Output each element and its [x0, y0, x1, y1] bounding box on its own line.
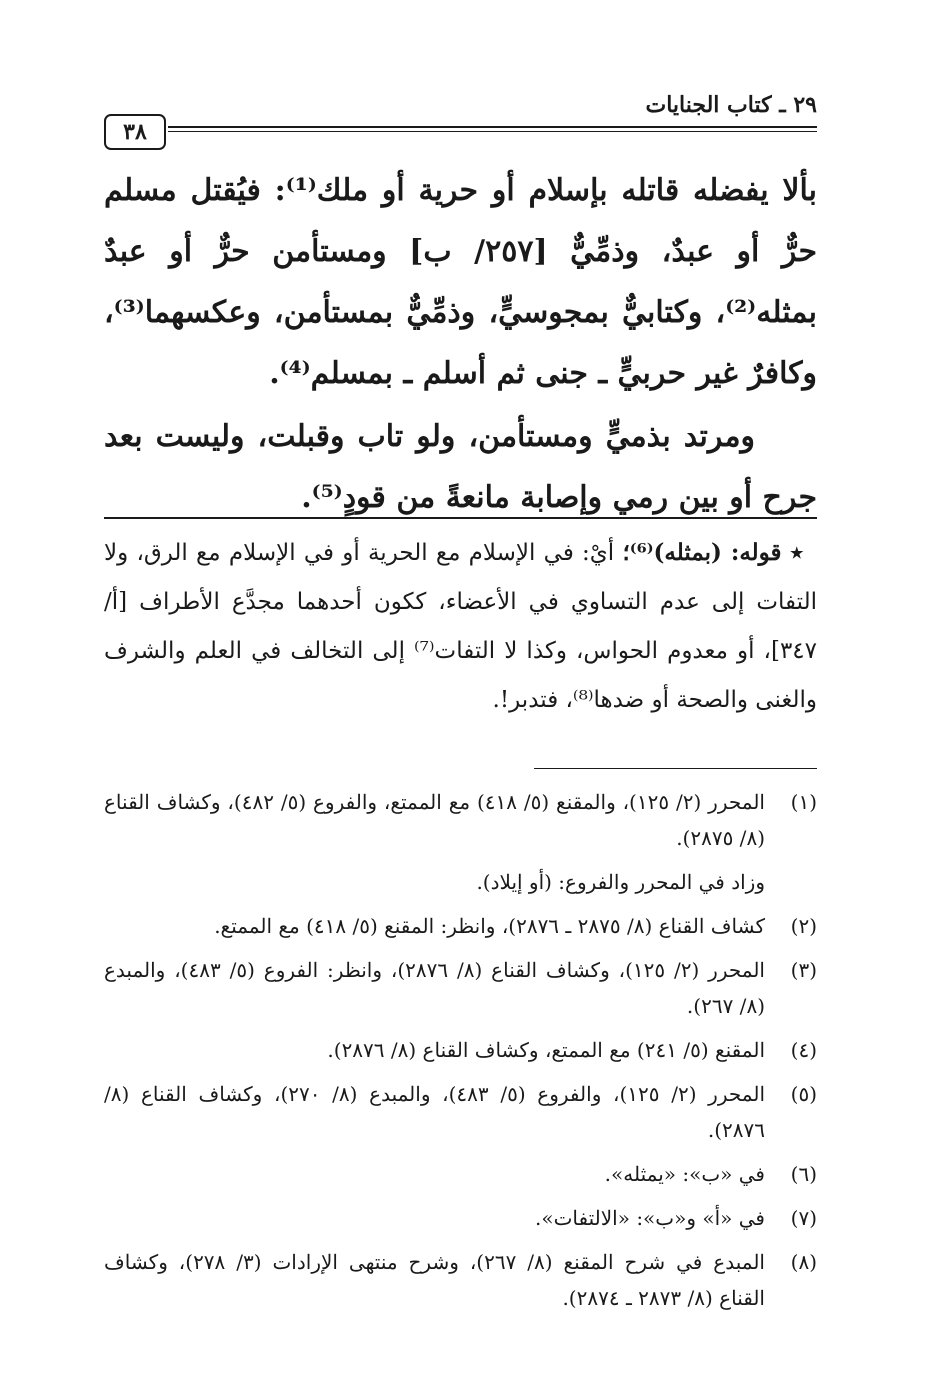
commentary-divider: [104, 517, 817, 519]
footnote-number: (٤): [790, 1038, 817, 1062]
page-header: [104, 92, 817, 152]
main-paragraph: ومرتد بذميٍّ ومستأمن، ولو تاب وقبلت، وليست بعد جرح أو بين رمي وإصابة مانعةً من قودٍ⁽⁵⁾.: [104, 419, 817, 515]
footnote: [104, 908, 817, 944]
footnote-text: المبدع في شرح المقنع (٨/ ٢٦٧)، وشرح منتهى الإرادات (٣/ ٢٧٨)، وكشاف القناع (٨/ ٢٨٧٣ ـ ٢٨٧٤).: [104, 1250, 765, 1310]
commentary-paragraph: [104, 528, 817, 725]
footnote-number: (٢): [790, 914, 817, 938]
footnote-text: في «أ» و«ب»: «الالتفات».: [535, 1206, 765, 1230]
footnote-number: (٦): [790, 1162, 817, 1186]
commentary-marker: ٭ قوله: (بمثله)⁽⁶⁾؛: [622, 539, 804, 566]
footnote: [104, 952, 817, 1024]
footnote-divider: [534, 768, 817, 769]
footnote-number: (٣): [790, 958, 817, 982]
footnote-number: (٨): [790, 1250, 817, 1274]
commentary: [104, 528, 817, 725]
footnotes: [104, 784, 817, 1324]
footnote: [104, 1032, 817, 1068]
footnote: [104, 1156, 817, 1192]
footnote-number: (٧): [790, 1206, 817, 1230]
main-paragraph: بألا يفضله قاتله بإسلام أو حرية أو ملك⁽¹⁾: فيُقتل مسلم حرٌّ أو عبدٌ، وذمِّيٌّ [٢٥٧/ ب] ومستأمن حرٌّ أو عبدٌ بمثله⁽²⁾، وكتابيٌّ بمجوسيٍّ، وذمِّيٌّ بمستأمن، وعكسهما⁽³⁾، وكافرٌ غير حربيٍّ ـ جنى ثم أسلم ـ بمسلم⁽⁴⁾.: [104, 173, 818, 391]
chapter-title: ٢٩ ـ كتاب الجنايات: [645, 92, 817, 118]
main-text: [104, 160, 817, 530]
footnote-text: كشاف القناع (٨/ ٢٨٧٥ ـ ٢٨٧٦)، وانظر: المقنع (٥/ ٤١٨) مع الممتع.: [214, 914, 765, 938]
page-number-box: ٣٨: [104, 114, 166, 150]
footnote-number: (١): [790, 790, 817, 814]
footnote-number: (٥): [790, 1082, 817, 1106]
footnote: [104, 1076, 817, 1148]
footnote: [104, 784, 817, 856]
footnote-text: في «ب»: «يمثله».: [604, 1162, 765, 1186]
footnote-continuation: وزاد في المحرر والفروع: (أو إيلاد).: [476, 870, 765, 894]
footnote: [104, 1200, 817, 1236]
footnote-text: المحرر (٢/ ١٢٥)، وكشاف القناع (٨/ ٢٨٧٦)، وانظر: الفروع (٥/ ٤٨٣)، والمبدع (٨/ ٢٦٧).: [104, 958, 765, 1018]
commentary-text: أيْ: في الإسلام مع الحرية أو في الإسلام مع الرق، ولا التفات إلى عدم التساوي في الأعضاء، ككون أحدهما مجدَّع الأطراف [أ/ ٣٤٧]، أو معدوم الحواس، وكذا لا التفات⁽⁷⁾ إلى التخالف في العلم والشرف والغنى والصحة أو ضدها⁽⁸⁾، فتدبر!.: [104, 540, 817, 713]
header-rule-thin: [168, 131, 817, 132]
footnote-text: المحرر (٢/ ١٢٥)، والفروع (٥/ ٤٨٣)، والمبدع (٨/ ٢٧٠)، وكشاف القناع (٨/ ٢٨٧٦).: [104, 1082, 765, 1142]
footnote: [104, 1244, 817, 1316]
footnote-text: المحرر (٢/ ١٢٥)، والمقنع (٥/ ٤١٨) مع الممتع، والفروع (٥/ ٤٨٢)، وكشاف القناع (٨/ ٢٨٧٥).: [104, 790, 765, 850]
footnote-text: المقنع (٥/ ٢٤١) مع الممتع، وكشاف القناع (٨/ ٢٨٧٦).: [327, 1038, 765, 1062]
header-rule: [168, 126, 817, 128]
